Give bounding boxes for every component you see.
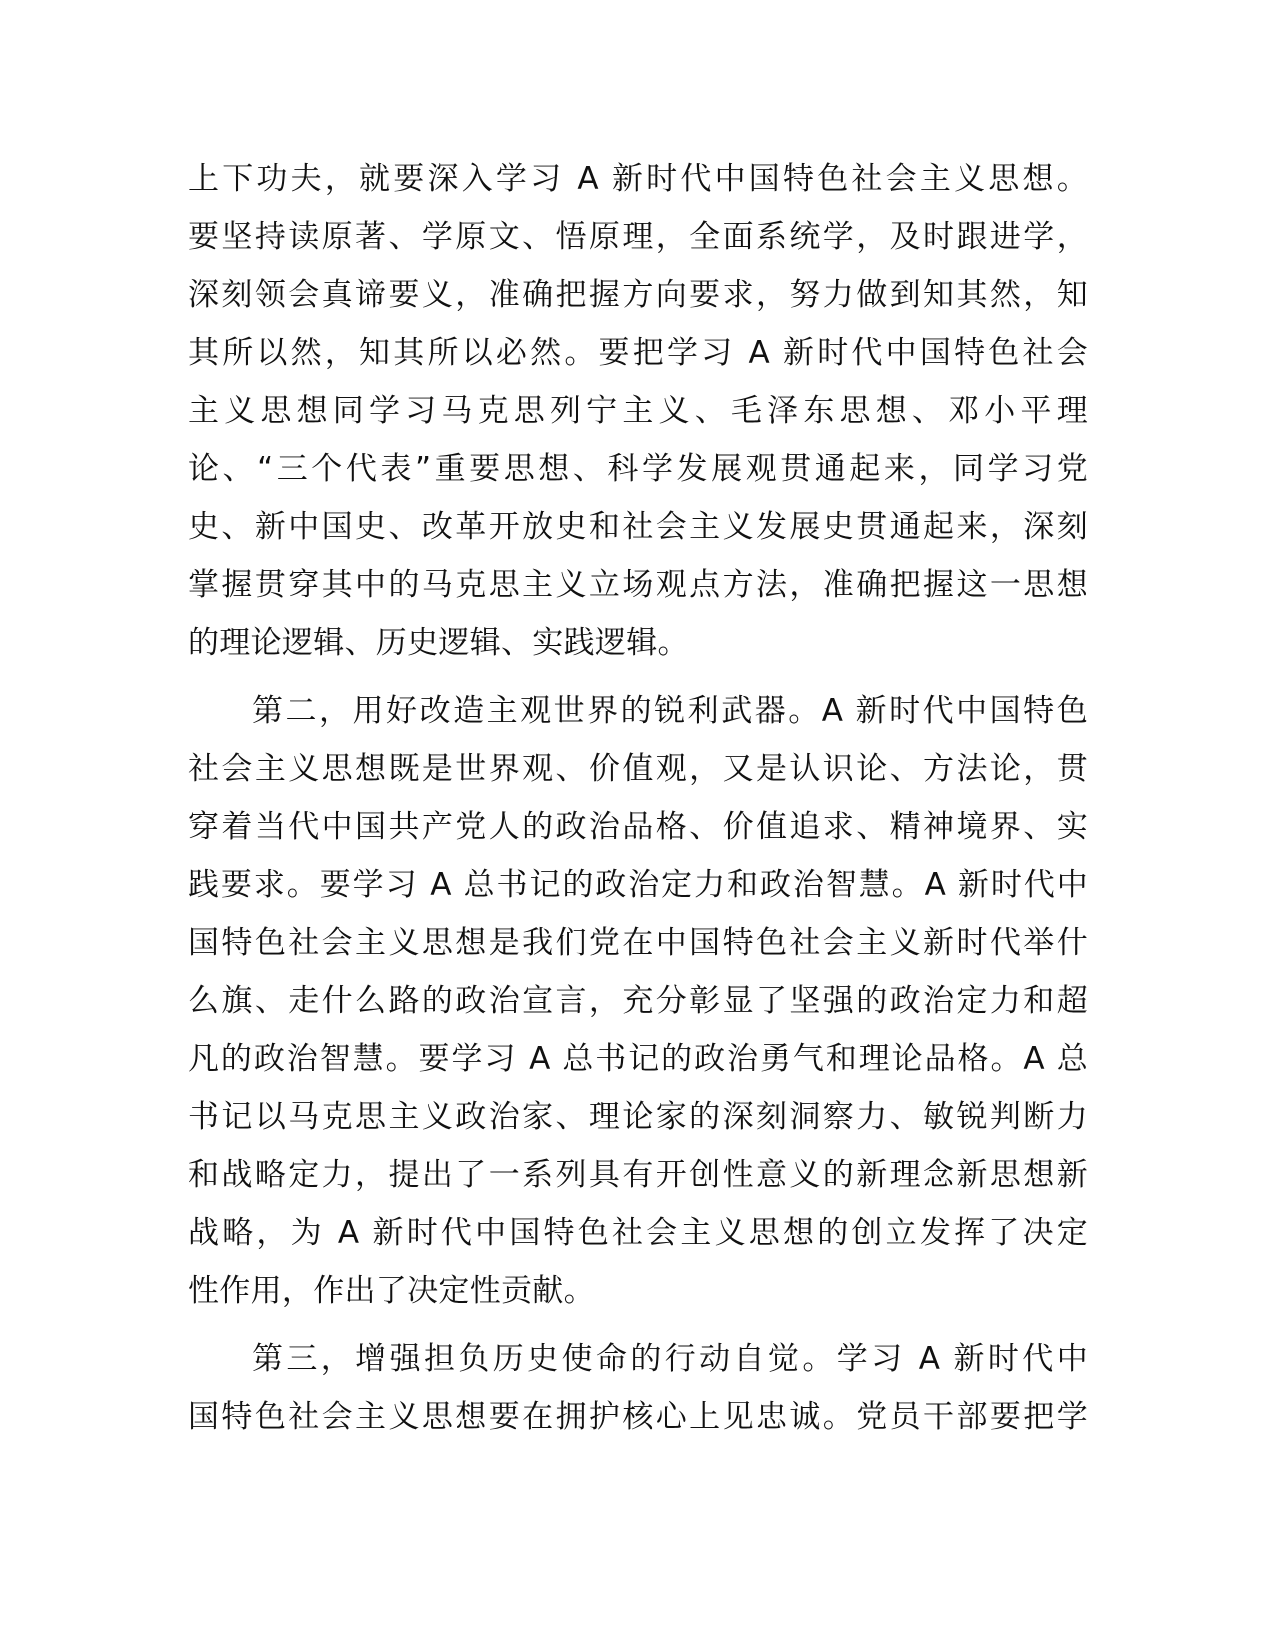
text-line: 国特色社会主义思想要在拥护核心上见忠诚。党员干部要把学 [188,1399,1088,1435]
text-line: 的理论逻辑、历史逻辑、实践逻辑。 [188,625,689,661]
text-line: 战略，为 A 新时代中国特色社会主义思想的创立发挥了决定 [188,1215,1088,1251]
document-body [188,150,1088,1456]
text-line: 和战略定力，提出了一系列具有开创性意义的新理念新思想新 [188,1157,1088,1193]
text-line: 社会主义思想既是世界观、价值观，又是认识论、方法论，贯 [188,751,1088,787]
paragraph-2 [188,682,1088,1320]
text-line: 深刻领会真谛要义，准确把握方向要求，努力做到知其然，知 [188,277,1088,313]
text-line: 要坚持读原著、学原文、悟原理，全面系统学，及时跟进学， [188,219,1088,255]
text-line: 国特色社会主义思想是我们党在中国特色社会主义新时代举什 [188,925,1088,961]
text-line: 其所以然，知其所以必然。要把学习 A 新时代中国特色社会 [188,335,1088,371]
text-line: 第二，用好改造主观世界的锐利武器。A 新时代中国特色 [252,693,1088,729]
text-line: 性作用，作出了决定性贡献。 [188,1273,595,1309]
text-line: 践要求。要学习 A 总书记的政治定力和政治智慧。A 新时代中 [188,867,1088,903]
paragraph-1 [188,150,1088,672]
text-line: 史、新中国史、改革开放史和社会主义发展史贯通起来，深刻 [188,509,1088,545]
text-line: 书记以马克思主义政治家、理论家的深刻洞察力、敏锐判断力 [188,1099,1088,1135]
text-line: 凡的政治智慧。要学习 A 总书记的政治勇气和理论品格。A 总 [188,1041,1088,1077]
text-line: 上下功夫，就要深入学习 A 新时代中国特色社会主义思想。 [188,161,1088,197]
text-line: 掌握贯穿其中的马克思主义立场观点方法，准确把握这一思想 [188,567,1088,603]
text-line: 第三，增强担负历史使命的行动自觉。学习 A 新时代中 [252,1341,1088,1377]
text-line: 穿着当代中国共产党人的政治品格、价值追求、精神境界、实 [188,809,1088,845]
text-line: 主义思想同学习马克思列宁主义、毛泽东思想、邓小平理 [188,393,1088,429]
text-line: 论、“三个代表”重要思想、科学发展观贯通起来，同学习党 [188,451,1088,487]
paragraph-3 [188,1330,1088,1446]
text-line: 么旗、走什么路的政治宣言，充分彰显了坚强的政治定力和超 [188,983,1088,1019]
